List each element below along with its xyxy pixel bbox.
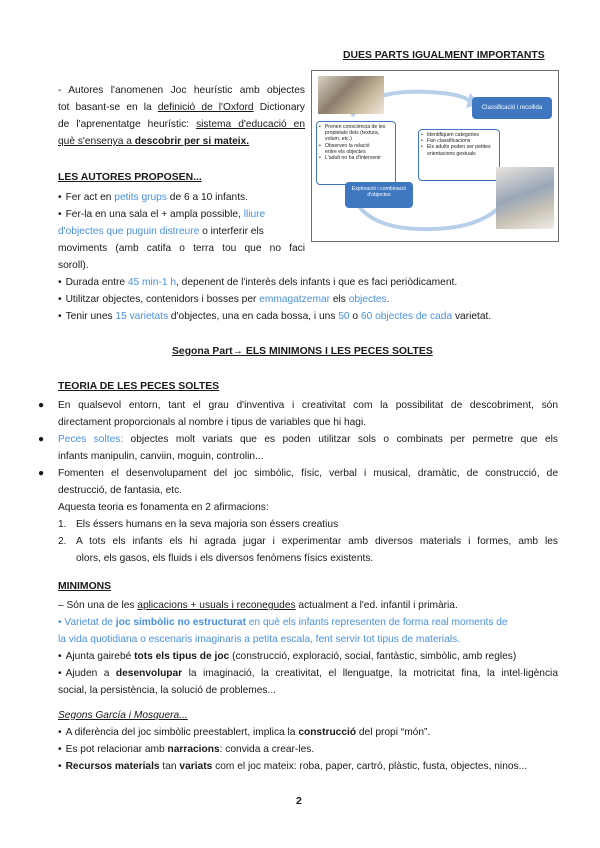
heuristic-play-diagram [311,70,559,242]
numbered-item: 1. Els éssers humans en la seva majoria son éssers creatius [58,519,339,530]
diagram-text: • Identifiquen categories [421,132,497,138]
diagram-text: volum, etc.) [325,136,352,143]
diagram-text: propietats dels (textura, [325,130,380,137]
diagram-text: • Els adults poden ser petites [421,144,497,150]
intro-line: - Autores l'anomenen Joc heurístic amb objectes [58,85,305,96]
text-line: • Varietat de joc simbòlic no estructurat en què els infants representen de forma real moments de [58,617,508,628]
diagram-text: Classificació i recollida [481,105,543,111]
text-line: • Ajunta gairebé tots els tipus de joc (construcció, exploració, social, fantàstic, simbòlic, amb regles) [58,648,558,665]
diagram-text: • Observen la relació [319,143,393,149]
diagram-text: • Prenen consciència de les [319,124,393,130]
observation-box [316,121,396,185]
list-item-cont: soroll). [58,260,89,271]
classification-details-box [418,129,500,181]
intro-line: de l'aprenentatge heurístic: sistema d'educació en [58,119,305,130]
list-item: • Durada entre 45 min-1 h, depenent de l'interès dels infants i que es faci periòdicament. [58,274,305,291]
section-title-segona-part: Segona Part→ ELS MINIMONS I LES PECES SOLTES [172,346,433,357]
teoria-list [38,397,558,567]
numbered-item: 2. A tots els infants els hi agrada jugar i experimentar amb diversos materials i formes, amb les olors, els gasos, els fluids i els diversos fenòmens físics existents. [58,536,558,564]
diagram-text: • Fan classificacions [421,138,497,144]
list-item-cont: moviments (amb catifa o terra tou que no faci [58,243,305,254]
list-item-cont: d'objectes que puguin distreure o interferir els [58,226,264,237]
list-item: ● Peces soltes: objectes molt variats que es poden utilitzar sols o combinats per permetre que els infants manipulin, canviin, moguin, controlin... [38,434,558,462]
exploration-box [345,182,413,208]
diagram-text: d'objectes [367,192,391,199]
diagram-text: entre els objectes [325,148,366,155]
section-title-minimons: MINIMONS [58,581,112,592]
page-number: 2 [296,795,302,807]
diagram-text: • L'adult no ha d'intervenir [319,155,393,161]
diagram-text: orientacions gestuals [427,150,476,157]
text-line: • Recursos materials tan variats com el joc mateix: roba, paper, cartró, plàstic, fusta, objectes, ninos... [58,758,558,775]
children-playing-photo [318,76,384,114]
intro-line: què s'ensenya a descobrir per si mateix. [58,136,250,147]
list-item: • Utilitzar objectes, contenidors i bosses per emmagatzemar els objectes. [58,291,305,308]
classification-box [472,97,552,119]
list-item: • Tenir unes 15 varietats d'objectes, una en cada bossa, i uns 50 o 60 objectes de cada varietat. [58,308,305,325]
list-item: • Fer act en petits grups de 6 a 10 infants. [58,189,305,206]
text-line: social, la persistència, la solució de problemes... [58,685,277,696]
section-title-autores: LES AUTORES PROPOSEN... [58,172,202,183]
section-title-dues-parts: DUES PARTS IGUALMENT IMPORTANTS [343,50,545,61]
diagram-text: Exploració i combinació [351,186,407,192]
text-line: • Es pot relacionar amb narracions: convida a crear-les. [58,741,558,758]
minimons-body [58,597,558,775]
text-line: la vida quotidiana o escenaris imaginaris a petita escala, fent servir tot tipus de materials. [58,634,461,645]
list-item: ● En qualsevol entorn, tant el grau d'inventiva i creativitat com la possibilitat de descobriment, són directament proporcionals al nombre i tipus de variables que hi hagi. [38,400,558,428]
subheading-garcia: Segons García i Mosquera... [58,710,188,721]
section-title-teoria: TEORIA DE LES PECES SOLTES [58,381,220,392]
intro-line: tot basant-se en la definició de l'Oxford Dictionary [58,102,305,113]
text-line: – Són una de les aplicacions + usuals i reconegudes actualment a l'ed. infantil i primària. [58,600,458,611]
list-item: ● Fomenten el desenvolupament del joc simbòlic, físic, verbal i musical, dramàtic, de construcció, de destrucció, de fantasia, etc. Aquesta teoria es fonamenta en 2 afirmacions: 1. Els éssers humans en la seva majoria son éssers creatius 2. A tots els infants els hi agrada jugar i experimentar amb diversos materials i formes, amb les olors, els gasos, els fluids i els diversos fenòmens físics existents. [38,465,558,567]
text-line: • Ajuden a desenvolupar la imaginació, la creativitat, el llenguatge, la motricitat fina, la intel·ligència [58,665,558,682]
intro-paragraph [58,82,305,150]
children-sorting-photo [496,167,554,229]
list-item: • Fer-la en una sala el + ampla possible, lliure [58,206,305,223]
text-line: • A diferència del joc simbòlic preestablert, implica la construcció del propi “món”. [58,724,558,741]
